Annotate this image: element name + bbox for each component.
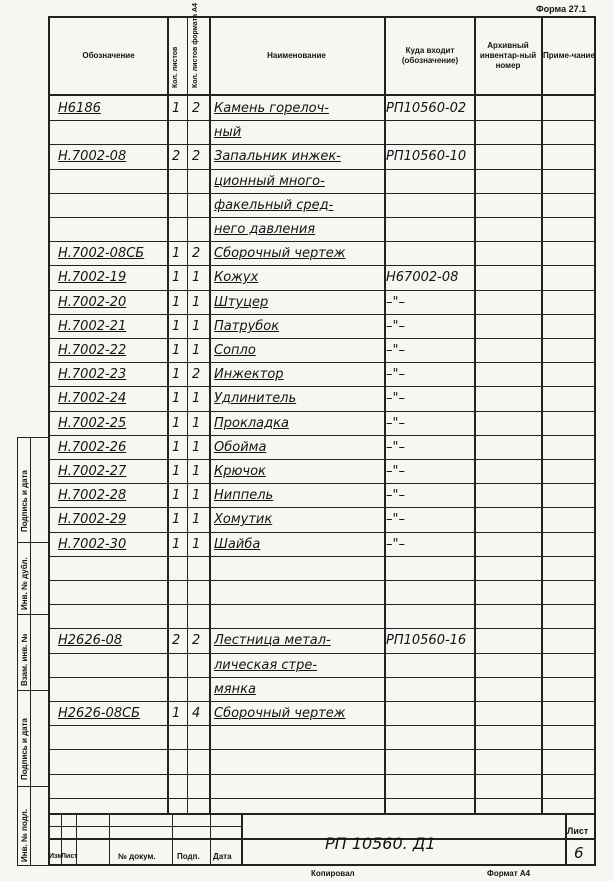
side-label-signature-date-bottom: Подпись и дата: [20, 718, 29, 780]
side-label-inv-podl: Инв. № подл.: [20, 808, 29, 862]
row-sheets-a4: 1: [192, 537, 201, 552]
row-name: Ниппель: [214, 488, 274, 503]
row-separator: [48, 169, 596, 170]
row-code: Н.7002-25: [58, 416, 127, 431]
row-code: Н.7002-24: [58, 391, 127, 406]
row-sheets-a4: 1: [192, 416, 201, 431]
row-name: ный: [214, 125, 242, 140]
row-sheets: 1: [172, 367, 181, 382]
row-sheets: 1: [172, 270, 181, 285]
row-code: Н.7002-08: [58, 149, 127, 164]
row-where: –"–: [386, 416, 405, 431]
row-where: –"–: [386, 537, 405, 552]
footer-list: Лист: [61, 853, 78, 860]
row-where: –"–: [386, 343, 405, 358]
row-separator: [48, 701, 596, 702]
row-sheets-a4: 1: [192, 270, 201, 285]
row-code: Н6186: [58, 101, 101, 116]
row-separator: [48, 604, 596, 605]
row-where: РП10560-16: [386, 633, 467, 648]
row-code: Н.7002-30: [58, 537, 127, 552]
side-label-vzam-inv: Взам. инв. №: [20, 633, 29, 686]
row-code: Н.7002-28: [58, 488, 127, 503]
row-separator: [48, 338, 596, 339]
header-naimenovanie: Наименование: [267, 51, 326, 60]
row-sheets-a4: 2: [192, 633, 201, 648]
row-separator: [48, 290, 596, 291]
row-sheets: 1: [172, 246, 181, 261]
row-sheets: 1: [172, 706, 181, 721]
row-separator: [48, 677, 596, 678]
row-name: мянка: [214, 682, 256, 697]
header-kuda-vhodit: Куда входит (обозначение): [401, 46, 459, 65]
row-code: Н.7002-27: [58, 464, 127, 479]
row-separator: [48, 798, 596, 799]
row-separator: [48, 459, 596, 460]
row-separator: [48, 217, 596, 218]
side-label-signature-date-top: Подпись и дата: [20, 470, 29, 532]
row-separator: [48, 556, 596, 557]
row-sheets: 2: [172, 633, 181, 648]
row-separator: [48, 362, 596, 363]
row-sheets-a4: 2: [192, 367, 201, 382]
header-arhivny: Архивный инвентар-ный номер: [479, 41, 537, 70]
row-where: Н67002-08: [386, 270, 459, 285]
row-name: Шайба: [214, 537, 261, 552]
row-separator: [48, 144, 596, 145]
row-sheets: 1: [172, 391, 181, 406]
header-divider: [48, 94, 596, 96]
row-where: РП10560-10: [386, 149, 467, 164]
footer-podp: Подп.: [177, 852, 200, 861]
row-where: РП10560-02: [386, 101, 467, 116]
row-separator: [48, 580, 596, 581]
format-label: Формат А4: [487, 869, 531, 878]
row-where: –"–: [386, 367, 405, 382]
row-code: Н.7002-20: [58, 295, 127, 310]
row-sheets-a4: 1: [192, 512, 201, 527]
row-name: Лестница метал-: [214, 633, 331, 648]
row-sheets: 1: [172, 343, 181, 358]
row-name: Прокладка: [214, 416, 289, 431]
footer-izm: Изм: [49, 853, 63, 860]
header-oboznachenie: Обозначение: [82, 51, 135, 60]
row-code: Н.7002-29: [58, 512, 127, 527]
row-name: Штуцер: [214, 295, 269, 310]
row-where: –"–: [386, 295, 405, 310]
row-sheets: 1: [172, 101, 181, 116]
sheet-label: Лист: [567, 826, 589, 836]
kopiroval-label: Копировал: [311, 869, 355, 878]
row-where: –"–: [386, 512, 405, 527]
row-sheets: 1: [172, 319, 181, 334]
row-sheets-a4: 1: [192, 440, 201, 455]
row-name: Крючок: [214, 464, 266, 479]
row-separator: [48, 653, 596, 654]
row-sheets-a4: 2: [192, 246, 201, 261]
row-name: Запальник инжек-: [214, 149, 341, 164]
row-sheets-a4: 2: [192, 101, 201, 116]
row-sheets: 1: [172, 512, 181, 527]
row-name: Сопло: [214, 343, 256, 358]
row-separator: [48, 725, 596, 726]
row-sheets-a4: 2: [192, 149, 201, 164]
footer-top-line: [48, 813, 596, 815]
header-primechanie: Приме-чание: [543, 51, 595, 60]
row-where: –"–: [386, 391, 405, 406]
row-separator: [48, 411, 596, 412]
row-code: Н2626-08СБ: [58, 706, 141, 721]
row-sheets-a4: 1: [192, 343, 201, 358]
row-code: Н.7002-22: [58, 343, 127, 358]
row-code: Н2626-08: [58, 633, 123, 648]
row-separator: [48, 386, 596, 387]
document-number: РП 10560. Д1: [325, 834, 436, 853]
row-code: Н.7002-26: [58, 440, 127, 455]
row-separator: [48, 435, 596, 436]
row-sheets: 1: [172, 537, 181, 552]
row-separator: [48, 774, 596, 775]
row-sheets-a4: 1: [192, 391, 201, 406]
row-sheets: 1: [172, 488, 181, 503]
row-separator: [48, 265, 596, 266]
row-sheets: 1: [172, 440, 181, 455]
row-separator: [48, 120, 596, 121]
footer-dokum: № докум.: [118, 852, 156, 861]
row-sheets-a4: 1: [192, 488, 201, 503]
row-where: –"–: [386, 319, 405, 334]
footer-data: Дата: [213, 852, 232, 861]
row-name: ционный много-: [214, 174, 325, 189]
row-code: Н.7002-23: [58, 367, 127, 382]
row-sheets-a4: 4: [192, 706, 201, 721]
row-code: Н.7002-19: [58, 270, 127, 285]
row-separator: [48, 241, 596, 242]
row-name: Сборочный чертеж: [214, 246, 346, 261]
row-name: Обойма: [214, 440, 267, 455]
row-name: Удлинитель: [214, 391, 297, 406]
sheet-number: 6: [574, 844, 584, 862]
row-where: –"–: [386, 440, 405, 455]
row-separator: [48, 532, 596, 533]
row-where: –"–: [386, 488, 405, 503]
row-separator: [48, 483, 596, 484]
row-sheets: 1: [172, 464, 181, 479]
row-code: Н.7002-08СБ: [58, 246, 145, 261]
row-sheets: 1: [172, 295, 181, 310]
row-sheets: 1: [172, 416, 181, 431]
row-code: Н.7002-21: [58, 319, 127, 334]
row-name: него давления: [214, 222, 316, 237]
row-name: Патрубок: [214, 319, 280, 334]
header-kol-listov: Кол. листов: [172, 46, 179, 88]
side-label-inv-dubl: Инв. № дубл.: [20, 557, 29, 610]
row-separator: [48, 193, 596, 194]
row-name: факельный сред-: [214, 198, 334, 213]
row-separator: [48, 749, 596, 750]
row-sheets-a4: 1: [192, 319, 201, 334]
row-separator: [48, 628, 596, 629]
row-name: Сборочный чертеж: [214, 706, 346, 721]
row-separator: [48, 507, 596, 508]
row-sheets-a4: 1: [192, 295, 201, 310]
row-sheets-a4: 1: [192, 464, 201, 479]
row-name: Хомутик: [214, 512, 273, 527]
row-name: Инжектор: [214, 367, 284, 382]
row-separator: [48, 314, 596, 315]
form-label: Форма 27.1: [536, 4, 587, 14]
row-name: Кожух: [214, 270, 259, 285]
header-kol-format: Кол. листов формата А4: [192, 3, 199, 88]
row-name: лическая стре-: [214, 658, 318, 673]
row-where: –"–: [386, 464, 405, 479]
row-name: Камень горелоч-: [214, 101, 329, 116]
row-sheets: 2: [172, 149, 181, 164]
